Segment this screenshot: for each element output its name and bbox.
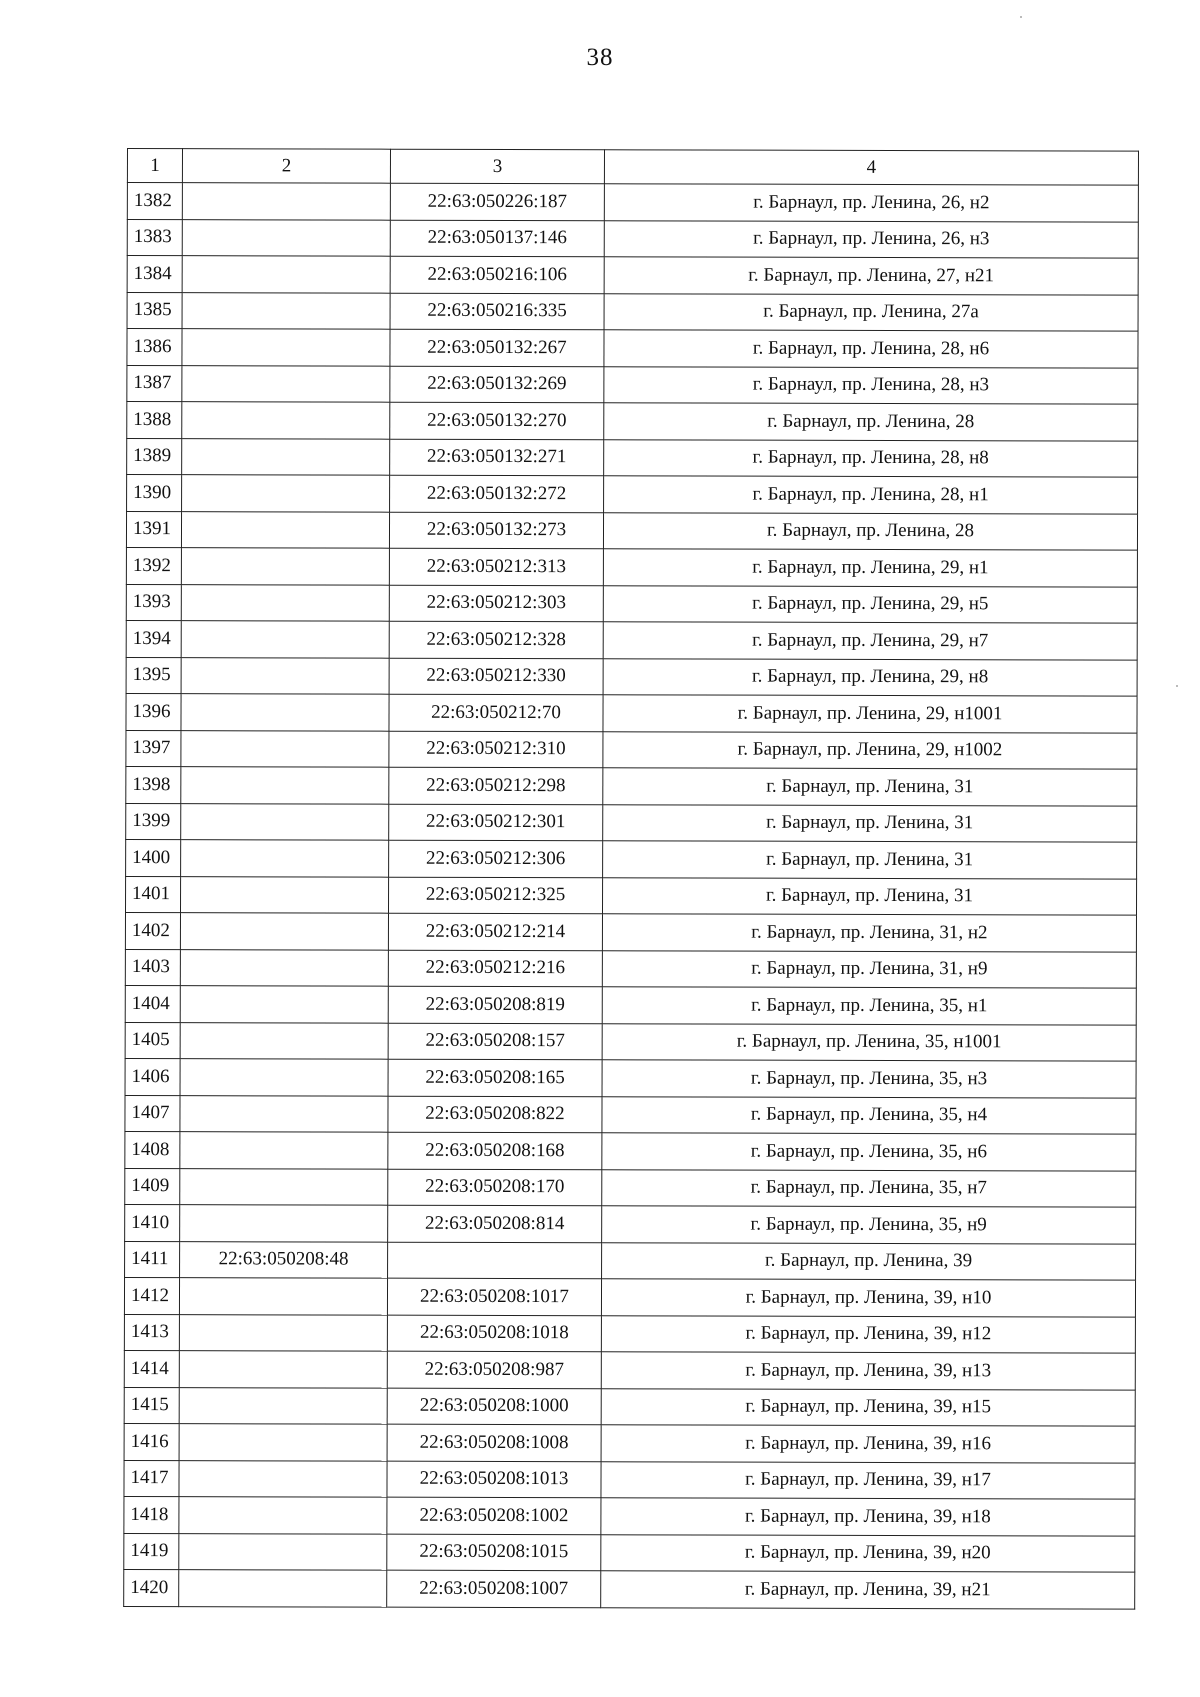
address-cell: г. Барнаул, пр. Ленина, 31 (603, 804, 1137, 842)
row-number-cell: 1400 (126, 839, 181, 876)
table-row (124, 1423, 1135, 1462)
building-cadastral-number-cell: 22:63:050132:273 (389, 512, 603, 549)
address-cell: г. Барнаул, пр. Ленина, 29, н7 (603, 622, 1137, 660)
table-row (124, 1277, 1135, 1316)
table-row (125, 1095, 1136, 1134)
land-cadastral-number-cell (179, 1314, 387, 1351)
row-number-cell: 1390 (127, 475, 182, 512)
land-cadastral-number-cell (179, 1424, 387, 1461)
address-cell: г. Барнаул, пр. Ленина, 28 (604, 403, 1138, 441)
land-cadastral-number-cell (180, 1095, 388, 1132)
land-cadastral-number-cell (182, 292, 390, 329)
address-cell: г. Барнаул, пр. Ленина, 35, н9 (602, 1206, 1136, 1244)
row-number-cell: 1397 (126, 730, 181, 767)
address-cell: г. Барнаул, пр. Ленина, 29, н1002 (603, 731, 1137, 769)
land-cadastral-number-cell (180, 1205, 388, 1242)
address-cell: г. Барнаул, пр. Ленина, 39, н10 (601, 1279, 1135, 1317)
address-cell: г. Барнаул, пр. Ленина, 31 (603, 768, 1137, 806)
table-row (127, 438, 1138, 477)
building-cadastral-number-cell: 22:63:050132:269 (390, 366, 604, 403)
building-cadastral-number-cell: 22:63:050208:1013 (387, 1461, 601, 1498)
address-cell: г. Барнаул, пр. Ленина, 39, н16 (601, 1425, 1135, 1463)
table-row (125, 949, 1136, 988)
building-cadastral-number-cell: 22:63:050208:1017 (387, 1278, 601, 1315)
row-number-cell: 1411 (125, 1241, 180, 1278)
row-number-cell: 1417 (124, 1460, 179, 1497)
building-cadastral-number-cell: 22:63:050208:168 (388, 1132, 602, 1169)
address-cell: г. Барнаул, пр. Ленина, 31, н9 (602, 950, 1136, 988)
row-number-cell: 1382 (127, 183, 182, 220)
land-cadastral-number-cell (180, 949, 388, 986)
address-cell: г. Барнаул, пр. Ленина, 31 (602, 877, 1136, 915)
address-cell: г. Барнаул, пр. Ленина, 39, н18 (601, 1498, 1135, 1536)
row-number-cell: 1383 (127, 219, 182, 256)
row-number-cell: 1399 (126, 803, 181, 840)
address-cell: г. Барнаул, пр. Ленина, 28, н1 (604, 476, 1138, 514)
building-cadastral-number-cell: 22:63:050137:146 (390, 220, 604, 257)
building-cadastral-number-cell: 22:63:050212:214 (388, 913, 602, 950)
scan-mark (1020, 16, 1022, 18)
table-row (125, 1022, 1136, 1061)
row-number-cell: 1418 (124, 1496, 179, 1533)
table-row (124, 1350, 1135, 1389)
building-cadastral-number-cell: 22:63:050212:216 (388, 950, 602, 987)
land-cadastral-number-cell (180, 986, 388, 1023)
building-cadastral-number-cell: 22:63:050212:330 (389, 658, 603, 695)
building-cadastral-number-cell: 22:63:050208:157 (388, 1023, 602, 1060)
address-cell: г. Барнаул, пр. Ленина, 31, н2 (602, 914, 1136, 952)
table-row (127, 219, 1138, 258)
building-cadastral-number-cell: 22:63:050212:310 (389, 731, 603, 768)
building-cadastral-number-cell: 22:63:050208:1015 (387, 1534, 601, 1571)
address-cell: г. Барнаул, пр. Ленина, 29, н1 (603, 549, 1137, 587)
row-number-cell: 1419 (124, 1533, 179, 1570)
building-cadastral-number-cell: 22:63:050212:70 (389, 694, 603, 731)
table-row (127, 329, 1138, 368)
address-cell: г. Барнаул, пр. Ленина, 27, н21 (604, 257, 1138, 295)
row-number-cell: 1403 (125, 949, 180, 986)
table-row (127, 256, 1138, 295)
land-cadastral-number-cell (179, 1533, 387, 1570)
table-row (124, 1496, 1135, 1535)
building-cadastral-number-cell: 22:63:050212:301 (389, 804, 603, 841)
registry-table (123, 148, 1139, 1609)
row-number-cell: 1394 (126, 620, 181, 657)
building-cadastral-number-cell: 22:63:050132:267 (390, 329, 604, 366)
building-cadastral-number-cell: 22:63:050132:272 (390, 475, 604, 512)
address-cell: г. Барнаул, пр. Ленина, 29, н1001 (603, 695, 1137, 733)
land-cadastral-number-cell (181, 657, 389, 694)
row-number-cell: 1413 (124, 1314, 179, 1351)
land-cadastral-number-cell (179, 1460, 387, 1497)
building-cadastral-number-cell: 22:63:050212:306 (389, 840, 603, 877)
building-cadastral-number-cell: 22:63:050212:303 (389, 585, 603, 622)
row-number-cell: 1420 (124, 1569, 179, 1606)
row-number-cell: 1409 (125, 1168, 180, 1205)
address-cell: г. Барнаул, пр. Ленина, 28, н8 (604, 439, 1138, 477)
row-number-cell: 1389 (127, 438, 182, 475)
building-cadastral-number-cell: 22:63:050212:325 (388, 877, 602, 914)
table-body (124, 149, 1139, 1609)
address-cell: г. Барнаул, пр. Ленина, 26, н2 (604, 184, 1138, 222)
building-cadastral-number-cell: 22:63:050132:270 (390, 402, 604, 439)
building-cadastral-number-cell: 22:63:050208:819 (388, 986, 602, 1023)
address-cell: г. Барнаул, пр. Ленина, 27а (604, 293, 1138, 331)
building-cadastral-number-cell: 22:63:050208:814 (388, 1205, 602, 1242)
land-cadastral-number-cell (179, 1570, 387, 1607)
address-cell: г. Барнаул, пр. Ленина, 35, н1 (602, 987, 1136, 1025)
building-cadastral-number-cell: 22:63:050216:335 (390, 293, 604, 330)
land-cadastral-number-cell (181, 584, 389, 621)
table-row (126, 547, 1137, 586)
building-cadastral-number-cell: 22:63:050208:822 (388, 1096, 602, 1133)
address-cell: г. Барнаул, пр. Ленина, 26, н3 (604, 220, 1138, 258)
table-row (125, 1131, 1136, 1170)
row-number-cell: 1412 (124, 1277, 179, 1314)
building-cadastral-number-cell: 22:63:050212:298 (389, 767, 603, 804)
address-cell: г. Барнаул, пр. Ленина, 29, н8 (603, 658, 1137, 696)
row-number-cell: 1384 (127, 256, 182, 293)
table-row (126, 803, 1137, 842)
building-cadastral-number-cell: 22:63:050216:106 (390, 256, 604, 293)
land-cadastral-number-cell (179, 1497, 387, 1534)
address-cell: г. Барнаул, пр. Ленина, 39, н20 (601, 1534, 1135, 1572)
building-cadastral-number-cell: 22:63:050212:328 (389, 621, 603, 658)
address-cell: г. Барнаул, пр. Ленина, 39, н21 (601, 1571, 1135, 1609)
row-number-cell: 1385 (127, 292, 182, 329)
row-number-cell: 1404 (125, 985, 180, 1022)
land-cadastral-number-cell (181, 730, 389, 767)
land-cadastral-number-cell (182, 438, 390, 475)
table-row (125, 1241, 1136, 1280)
row-number-cell: 1386 (127, 329, 182, 366)
land-cadastral-number-cell (180, 876, 388, 913)
land-cadastral-number-cell (182, 365, 390, 402)
address-cell: г. Барнаул, пр. Ленина, 39, н13 (601, 1352, 1135, 1390)
table-row (125, 876, 1136, 915)
table-row (127, 475, 1138, 514)
table-row (124, 1314, 1135, 1353)
row-number-cell: 1395 (126, 657, 181, 694)
table-row (126, 693, 1137, 732)
header-cell-3: 3 (390, 149, 604, 184)
scan-mark (1176, 685, 1178, 687)
table-row (126, 584, 1137, 623)
header-cell-1: 1 (127, 149, 182, 183)
table-row (127, 365, 1138, 404)
land-cadastral-number-cell (181, 511, 389, 548)
table-row (126, 766, 1137, 805)
land-cadastral-number-cell (182, 475, 390, 512)
row-number-cell: 1398 (126, 766, 181, 803)
building-cadastral-number-cell: 22:63:050132:271 (390, 439, 604, 476)
address-cell: г. Барнаул, пр. Ленина, 29, н5 (603, 585, 1137, 623)
land-cadastral-number-cell (182, 402, 390, 439)
building-cadastral-number-cell: 22:63:050208:165 (388, 1059, 602, 1096)
row-number-cell: 1416 (124, 1423, 179, 1460)
building-cadastral-number-cell: 22:63:050208:170 (388, 1169, 602, 1206)
building-cadastral-number-cell: 22:63:050208:1000 (387, 1388, 601, 1425)
row-number-cell: 1410 (125, 1204, 180, 1241)
land-cadastral-number-cell (179, 1278, 387, 1315)
building-cadastral-number-cell: 22:63:050212:313 (389, 548, 603, 585)
land-cadastral-number-cell (180, 1059, 388, 1096)
address-cell: г. Барнаул, пр. Ленина, 28, н3 (604, 366, 1138, 404)
land-cadastral-number-cell (179, 1387, 387, 1424)
page-number: 38 (586, 44, 614, 71)
building-cadastral-number-cell: 22:63:050226:187 (390, 183, 604, 220)
land-cadastral-number-cell (181, 548, 389, 585)
building-cadastral-number-cell: 22:63:050208:1018 (387, 1315, 601, 1352)
table-row (127, 183, 1138, 222)
address-cell: г. Барнаул, пр. Ленина, 31 (603, 841, 1137, 879)
table-header-row (127, 149, 1138, 186)
building-cadastral-number-cell: 22:63:050208:1002 (387, 1497, 601, 1534)
address-cell: г. Барнаул, пр. Ленина, 35, н4 (602, 1096, 1136, 1134)
building-cadastral-number-cell: 22:63:050208:1008 (387, 1424, 601, 1461)
building-cadastral-number-cell: 22:63:050208:987 (387, 1351, 601, 1388)
row-number-cell: 1406 (125, 1058, 180, 1095)
land-cadastral-number-cell (180, 913, 388, 950)
land-cadastral-number-cell (181, 840, 389, 877)
land-cadastral-number-cell (181, 767, 389, 804)
table-row (126, 730, 1137, 769)
row-number-cell: 1388 (127, 402, 182, 439)
row-number-cell: 1408 (125, 1131, 180, 1168)
table-row (124, 1387, 1135, 1426)
row-number-cell: 1405 (125, 1022, 180, 1059)
table-row (127, 292, 1138, 331)
row-number-cell: 1391 (126, 511, 181, 548)
address-cell: г. Барнаул, пр. Ленина, 39, н17 (601, 1461, 1135, 1499)
land-cadastral-number-cell (182, 183, 390, 220)
land-cadastral-number-cell (182, 256, 390, 293)
table-row (126, 620, 1137, 659)
header-cell-4: 4 (604, 150, 1138, 185)
table-row (125, 1204, 1136, 1243)
row-number-cell: 1402 (125, 912, 180, 949)
address-cell: г. Барнаул, пр. Ленина, 39, н15 (601, 1388, 1135, 1426)
land-cadastral-number-cell (182, 219, 390, 256)
table-row (124, 1460, 1135, 1499)
header-cell-2: 2 (182, 149, 390, 184)
row-number-cell: 1393 (126, 584, 181, 621)
address-cell: г. Барнаул, пр. Ленина, 39, н12 (601, 1315, 1135, 1353)
row-number-cell: 1392 (126, 547, 181, 584)
address-cell: г. Барнаул, пр. Ленина, 35, н6 (602, 1133, 1136, 1171)
land-cadastral-number-cell: 22:63:050208:48 (180, 1241, 388, 1278)
address-cell: г. Барнаул, пр. Ленина, 28 (603, 512, 1137, 550)
table-row (125, 1058, 1136, 1097)
table-row (125, 1168, 1136, 1207)
address-cell: г. Барнаул, пр. Ленина, 28, н6 (604, 330, 1138, 368)
table-row (124, 1533, 1135, 1572)
land-cadastral-number-cell (182, 329, 390, 366)
table-row (125, 985, 1136, 1024)
land-cadastral-number-cell (180, 1168, 388, 1205)
table-row (126, 839, 1137, 878)
land-cadastral-number-cell (181, 803, 389, 840)
table-row (126, 657, 1137, 696)
land-cadastral-number-cell (181, 694, 389, 731)
land-cadastral-number-cell (181, 621, 389, 658)
land-cadastral-number-cell (179, 1351, 387, 1388)
land-cadastral-number-cell (180, 1022, 388, 1059)
row-number-cell: 1407 (125, 1095, 180, 1132)
address-cell: г. Барнаул, пр. Ленина, 35, н3 (602, 1060, 1136, 1098)
building-cadastral-number-cell (388, 1242, 602, 1279)
table-row (127, 402, 1138, 441)
building-cadastral-number-cell: 22:63:050208:1007 (387, 1570, 601, 1607)
row-number-cell: 1401 (125, 876, 180, 913)
row-number-cell: 1396 (126, 693, 181, 730)
table-row (125, 912, 1136, 951)
address-cell: г. Барнаул, пр. Ленина, 35, н1001 (602, 1023, 1136, 1061)
row-number-cell: 1414 (124, 1350, 179, 1387)
row-number-cell: 1415 (124, 1387, 179, 1424)
address-cell: г. Барнаул, пр. Ленина, 35, н7 (602, 1169, 1136, 1207)
table-row (126, 511, 1137, 550)
land-cadastral-number-cell (180, 1132, 388, 1169)
table-row (124, 1569, 1135, 1608)
row-number-cell: 1387 (127, 365, 182, 402)
address-cell: г. Барнаул, пр. Ленина, 39 (602, 1242, 1136, 1280)
